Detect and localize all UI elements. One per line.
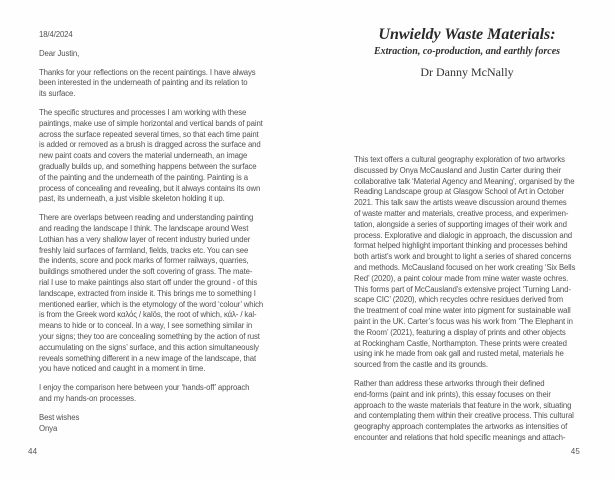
text-line: using ink he made from oak gall and rusted metal, materials he — [354, 349, 564, 359]
text-line: means to hide or to conceal. In a way, I see something similar in — [39, 321, 253, 331]
text-line: There are overlaps between reading and understanding painting — [39, 213, 254, 223]
text-line: I enjoy the comparison here between your ‘hands-off’ approach — [39, 383, 250, 393]
text-line: encounter and relations that hold specific meanings and attach- — [354, 432, 566, 442]
text-line: you have noticed and caught in a moment in time. — [39, 364, 206, 374]
text-line: accumulating on the signs’ surface, and this action simultaneously — [39, 342, 259, 352]
text-line: geography approach contemplates the artworks as intensities of — [354, 422, 568, 432]
text-line: 2021. This talk saw the artists weave discussion around themes — [354, 198, 567, 208]
page-number-right: 45 — [570, 447, 580, 456]
letter-paragraph-4 — [39, 383, 291, 405]
essay-paragraph-1 — [354, 155, 575, 371]
text-line: the Room’ (2021), featuring a display of prints and other objects — [354, 327, 566, 337]
essay-body — [354, 155, 575, 452]
essay-subtitle: Extraction, co-production, and earthly forces — [373, 46, 561, 57]
text-line: mentioned earlier, which is the etymology of the word ‘colour’ which — [39, 299, 264, 309]
text-line: freshly laid surfaces of farmland, fields, tracks etc. You can see — [39, 245, 249, 255]
text-line: Red’ (2020), a paint colour made from mine water waste ochres. — [354, 273, 569, 283]
text-line: This text offers a cultural geography exploration of two artworks — [354, 155, 565, 164]
text-line: rial I use to make paintings also start off under the ground - of this — [39, 277, 258, 287]
text-line: discussed by Onya McCausland and Justin Carter during their — [354, 165, 562, 175]
text-line: process of concealing and revealing, but it always contains its own — [39, 183, 261, 193]
text-line: new paint coats and covers the material underneath, an image — [39, 151, 248, 161]
letter-date: 18/4/2024 — [39, 30, 73, 39]
text-line: The specific structures and processes I am working with these — [39, 107, 247, 117]
text-line: collaborative talk ‘Material Agency and Meaning’, organised by the — [354, 176, 575, 186]
text-line: and my hands-on processes. — [39, 393, 136, 403]
text-line: buildings smothered under the soft covering of grass. The mate- — [39, 267, 253, 277]
text-line: reveals something different in a new image of the landscape, that — [39, 353, 257, 363]
text-line: landscape, extracted from inside it. This brings me to something I — [39, 288, 256, 298]
text-line: its surface. — [39, 89, 76, 99]
letter-salutation: Dear Justin, — [39, 48, 80, 58]
text-line: at Rockingham Castle, Northampton. These prints were created — [354, 338, 567, 348]
text-line: gradually builds up, and something happens between the surface — [39, 161, 257, 171]
letter-paragraph-1 — [39, 68, 291, 100]
text-line: This forms part of McCausland’s extensive project ‘Turning Land- — [354, 284, 571, 294]
text-line: the indents, score and pock marks of former railways, quarries, — [39, 256, 249, 266]
text-line: process. Explorative and dialogic in approach, the discussion and — [354, 230, 573, 240]
essay-header — [354, 26, 580, 79]
text-line: of the painting and the underneath of the painting. Painting is a — [39, 172, 248, 182]
text-line: is from the Greek word καλός / kalōs, the root of which, κάλ- / kal- — [39, 310, 257, 320]
text-line: sourced from the castle and its grounds. — [354, 360, 488, 370]
essay-title: Unwieldy Waste Materials: — [378, 26, 556, 43]
text-line: approach to the waste materials that feature in the work, situating — [354, 400, 572, 410]
text-line: past, its underneath, a just visible skeleton holding it up. — [39, 194, 225, 204]
text-line: paintings, make use of simple horizontal and vertical bands of paint — [39, 118, 263, 128]
essay-author: Dr Danny McNally — [420, 65, 514, 79]
letter-closing — [39, 413, 291, 435]
letter — [39, 30, 291, 442]
essay-paragraph-2 — [354, 379, 575, 444]
text-line: both artist’s work and brought to light a series of shared concerns — [354, 252, 572, 262]
text-line: and contemplating them within their creative process. This cultural — [354, 411, 574, 421]
text-line: Rather than address these artworks through their defined — [354, 378, 545, 388]
letter-paragraph-3 — [39, 213, 291, 375]
text-line: Thanks for your reflections on the recent paintings. I have always — [39, 67, 256, 77]
letter-valediction: Best wishes — [39, 412, 80, 422]
page-number-left: 44 — [28, 447, 38, 456]
letter-signature: Onya — [39, 423, 58, 433]
text-line: been interested in the underneath of painting and its relation to — [39, 78, 248, 88]
text-line: your signs; they too are concealing something by the action of rust — [39, 331, 260, 341]
letter-paragraph-2 — [39, 108, 291, 205]
text-line: format helped highlight important thinking and processes behind — [354, 241, 568, 251]
text-line: is added or removed as a brush is dragged across the surface and — [39, 140, 261, 150]
text-line: tation, alongside a series of supporting images of their work and — [354, 219, 567, 229]
text-line: and reading the landscape I think. The landscape around West — [39, 223, 249, 233]
text-line: and methods. McCausland focused on her work creating ‘Six Bells — [354, 262, 576, 272]
text-line: scape CIC’ (2020), which recycles ochre residues derived from — [354, 295, 564, 305]
text-line: of waste matter and materials, creative process, and experimen- — [354, 208, 569, 218]
text-line: the treatment of coal mine water into pigment for sustainable wall — [354, 306, 571, 316]
text-line: Lothian has a very shallow layer of recent industry buried under — [39, 234, 251, 244]
text-line: end-forms (paint and ink prints), this essay focuses on their — [354, 389, 551, 399]
text-line: across the surface repeated several times, so that each time paint — [39, 129, 259, 139]
text-line: paint in the UK. Carter’s focus was his work from ‘The Elephant in — [354, 316, 573, 326]
text-line: Reading Landscape group at Glasgow School of Art in October — [354, 187, 565, 197]
